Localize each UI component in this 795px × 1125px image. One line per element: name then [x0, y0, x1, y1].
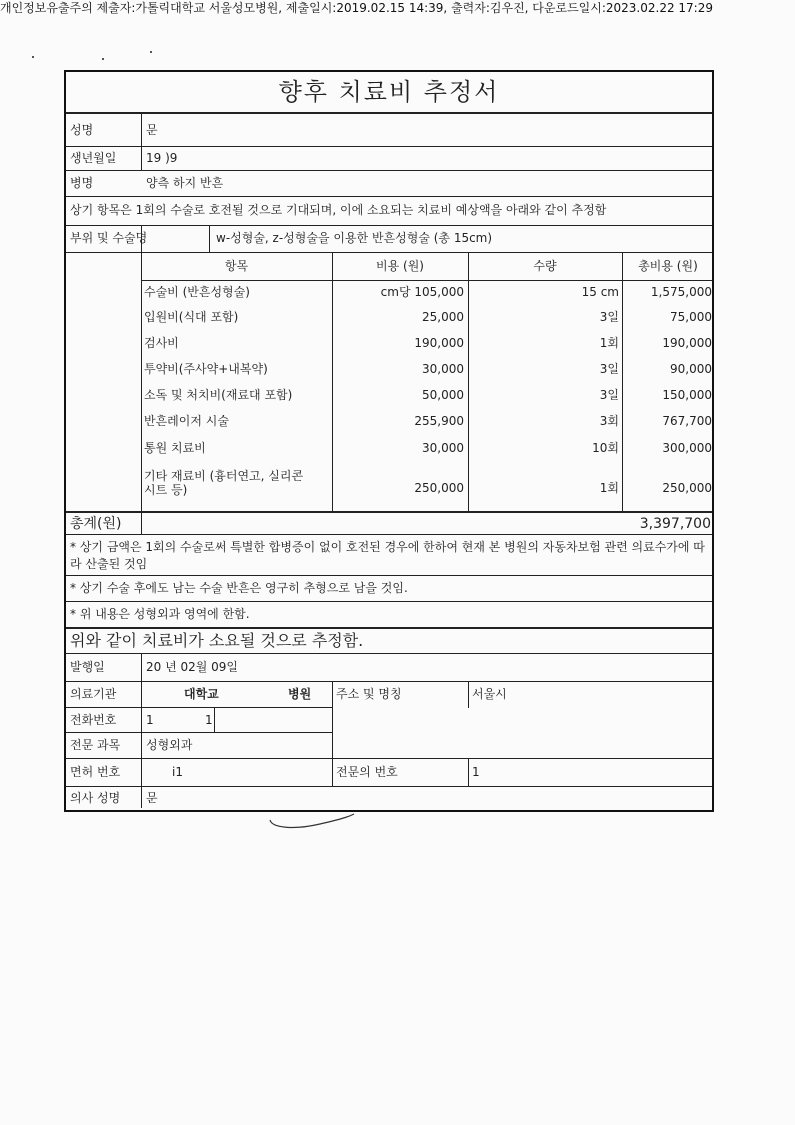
diagnosis-label: 병명 [70, 176, 94, 190]
rule [66, 511, 712, 513]
diagnosis-value: 양측 하지 반흔 [146, 176, 224, 190]
signature-mark [268, 808, 358, 832]
issue-date-label: 발행일 [70, 660, 105, 674]
specialty-label: 전문 과목 [70, 738, 121, 752]
header-qty: 수량 [533, 259, 557, 273]
institution-label: 의료기관 [70, 687, 117, 701]
row-cost: 190,000 [414, 336, 464, 350]
rule [66, 627, 712, 629]
license-value: i1 [172, 765, 183, 779]
row-item: 수술비 (반흔성형술) [144, 285, 250, 299]
note-2: * 상기 수술 후에도 남는 수술 반흔은 영구히 추형으로 남을 것임. [70, 581, 408, 595]
rule [66, 112, 712, 114]
rule [332, 681, 333, 786]
row-cost: 30,000 [422, 441, 464, 455]
specialist-label: 전문의 번호 [336, 765, 398, 779]
row-qty: 15 cm [581, 285, 619, 299]
rule [66, 575, 712, 576]
specialty-value: 성형외과 [146, 738, 193, 752]
rule [141, 653, 142, 808]
row-total: 75,000 [670, 310, 712, 324]
row-cost: 50,000 [422, 388, 464, 402]
rule [141, 112, 142, 170]
document-title: 향후 치료비 추정서 [278, 78, 500, 106]
scan-speck [102, 58, 104, 60]
rule [66, 681, 712, 682]
header-item: 항목 [224, 259, 249, 273]
address-label: 주소 및 명칭 [336, 687, 402, 701]
phone-label: 전화번호 [70, 713, 117, 727]
row-item: 기타 재료비 (흉터연고, 실리콘 시트 등) [144, 469, 304, 497]
specialist-value: 1 [472, 765, 480, 779]
row-item: 소독 및 처치비(재료대 포함) [144, 388, 293, 402]
doctor-value: 문 [146, 791, 158, 805]
rule [468, 681, 469, 708]
row-total: 150,000 [662, 388, 712, 402]
issue-date-value: 20 년 02월 09일 [146, 660, 239, 674]
header-total: 총비용 (원) [638, 259, 698, 273]
rule [214, 707, 215, 732]
row-qty: 3회 [599, 414, 619, 428]
row-cost: 250,000 [414, 481, 464, 495]
row-item: 입원비(식대 포함) [144, 310, 239, 324]
row-item: 통원 치료비 [144, 441, 206, 455]
rule [66, 534, 712, 535]
row-total: 300,000 [662, 441, 712, 455]
conclusion-text: 위와 같이 치료비가 소요될 것으로 추정함. [70, 631, 364, 650]
institution-university: 대학교 [184, 687, 219, 701]
row-total: 190,000 [662, 336, 712, 350]
procedure-label: 부위 및 수술명 [70, 231, 148, 245]
estimate-form [64, 70, 714, 812]
scan-speck [32, 56, 34, 58]
rule [66, 170, 712, 171]
doctor-label: 의사 성명 [70, 791, 121, 805]
row-item: 검사비 [144, 336, 179, 350]
rule [141, 511, 142, 534]
scan-speck [150, 51, 152, 53]
intro-text: 상기 항목은 1회의 수술로 호전될 것으로 기대되며, 이에 소요되는 치료비 예상액을 아래와 같이 추정함 [70, 203, 607, 217]
procedure-value: w-성형술, z-성형술을 이용한 반흔성형술 (총 15cm) [216, 231, 493, 245]
rule [66, 786, 712, 787]
header-cost: 비용 (원) [376, 259, 424, 273]
institution-hospital: 병원 [288, 687, 312, 701]
license-label: 면허 번호 [70, 765, 121, 779]
row-qty: 3일 [599, 310, 619, 324]
row-qty: 10회 [592, 441, 619, 455]
rule [468, 758, 469, 786]
row-cost: 25,000 [422, 310, 464, 324]
row-cost: 30,000 [422, 362, 464, 376]
total-value: 3,397,700 [639, 516, 711, 532]
address-value: 서울시 [472, 687, 507, 701]
phone-part-a: 1 [146, 713, 154, 727]
dob-label: 생년월일 [70, 151, 117, 165]
name-label: 성명 [70, 123, 94, 137]
fax-header: 개인정보유출주의 제출자:가톨릭대학교 서울성모병원, 제출일시:2019.02.15 14:39, 출력자:김우진, 다운로드일시:2023.02.22 17:29 [0, 1, 713, 15]
rule [66, 225, 712, 226]
rule [66, 252, 712, 253]
rule [66, 707, 332, 708]
row-item: 반흔레이저 시술 [144, 414, 229, 428]
row-total: 1,575,000 [650, 285, 712, 299]
rule [66, 732, 332, 733]
row-qty: 3일 [599, 362, 619, 376]
row-cost: 255,900 [414, 414, 464, 428]
rule [141, 252, 142, 511]
rule [66, 196, 712, 197]
row-total: 90,000 [670, 362, 712, 376]
rule [141, 280, 712, 281]
total-label: 총계(원) [70, 516, 122, 532]
row-total: 250,000 [662, 481, 712, 495]
rule [209, 225, 210, 252]
row-qty: 1회 [599, 481, 619, 495]
rule [66, 758, 712, 759]
row-total: 767,700 [662, 414, 712, 428]
row-qty: 1회 [599, 336, 619, 350]
row-qty: 3일 [599, 388, 619, 402]
rule [66, 601, 712, 602]
name-value: 문 [146, 123, 158, 137]
row-item: 투약비(주사약+내복약) [144, 362, 268, 376]
note-1: * 상기 금액은 1회의 수술로써 특별한 합병증이 없이 호전된 경우에 한하여 현재 본 병원의 자동차보험 관련 의료수가에 따라 산출된 것임 [70, 540, 705, 571]
rule [66, 653, 712, 654]
phone-part-b: 1 [205, 713, 213, 727]
row-cost: cm당 105,000 [380, 285, 464, 299]
dob-value: 19 )9 [146, 151, 178, 165]
rule [66, 146, 712, 147]
note-3: * 위 내용은 성형외과 영역에 한함. [70, 607, 250, 621]
